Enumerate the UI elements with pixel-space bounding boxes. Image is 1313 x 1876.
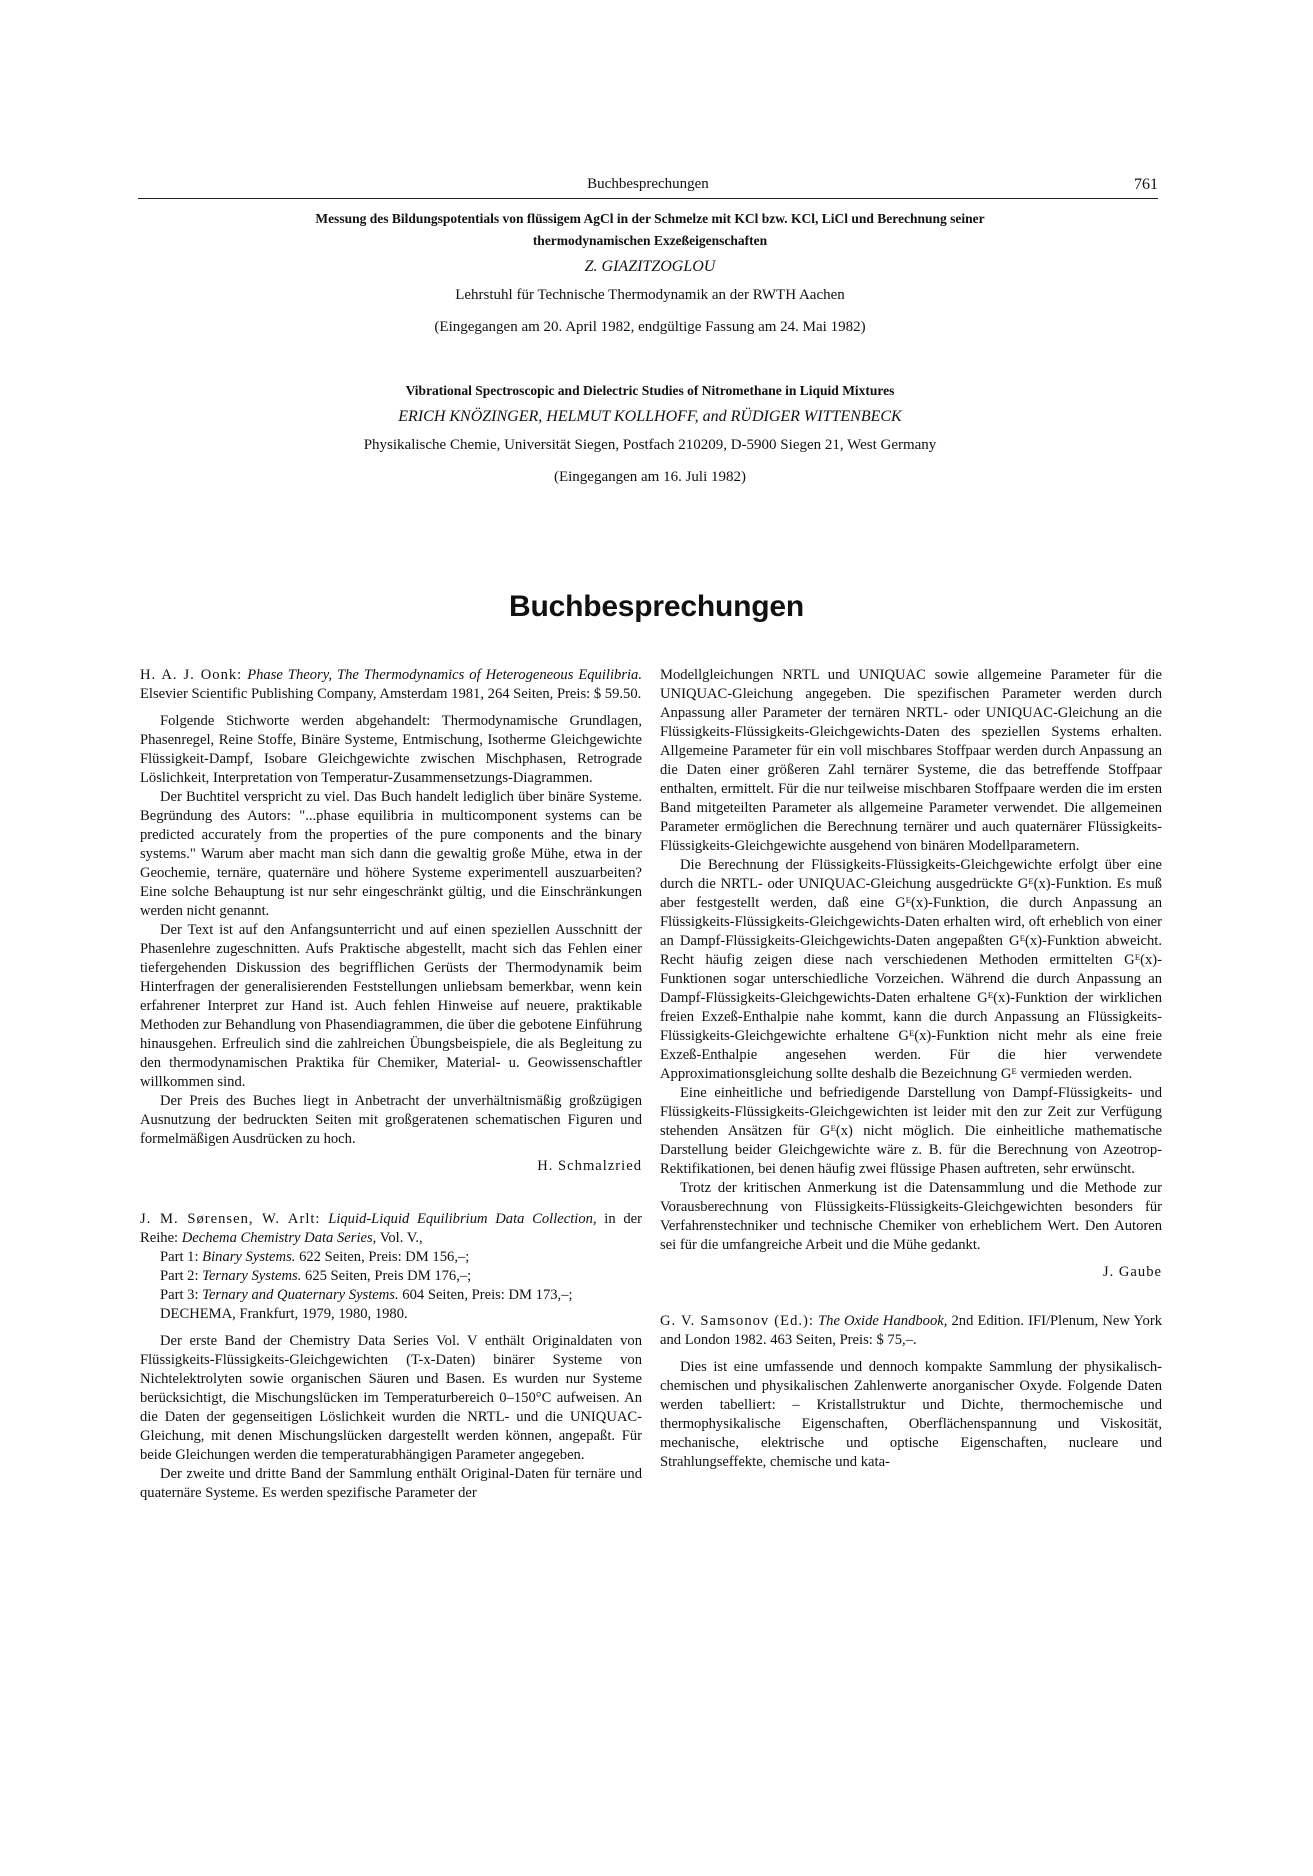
review-paragraph: Trotz der kritischen Anmerkung ist die Datensammlung und die Methode zur Vorausberechnung von Flüssigkeits-Flüssigkeits-Gleichgewichten besonders für Verfahrenstechniker und technische Chemiker von erheblichem Wert. Den Autoren sei für die umfangreiche Arbeit und die Mühe gedankt. <box>660 1180 1162 1253</box>
review-paragraph: Die Berechnung der Flüssigkeits-Flüssigkeits-Gleichgewichte erfolgt über eine durch die NRTL- oder UNIQUAC-Gleichung ausgedrückte Gᴱ(x)-Funktion. Es muß aber festgestellt werden, daß eine Gᴱ(x)-Funktion, die durch Anpassung an Flüssigkeits-Flüssigkeits-Gleichgewichts-Daten erhalten wird, oft erheblich von einer an Dampf-Flüssigkeits-Gleichgewichts-Daten angepaßten Gᴱ(x)-Funktion abweicht. Recht häufig zeigen diese nach verschiedenen Methoden ermittelten Gᴱ(x)-Funktionen sogar unterschiedliche Vorzeichen. Während die durch Anpassung an Dampf-Flüssigkeits-Gleichgewichts-Daten erhaltene Gᴱ(x)-Funktion der wirklichen freien Exzeß-Enthalpie nahe kommt, kann die durch Anpassung an Flüssigkeits-Flüssigkeits-Gleichgewichte erhaltene Gᴱ(x)-Funktion nicht mehr als eine freie Exzeß-Enthalpie angesehen werden. Für die hier verwendete Approximationsgleichung sollte deshalb die Bezeichnung Gᴱ vermieden werden. <box>660 857 1162 1082</box>
abstract-2 <box>160 380 1140 488</box>
part-info: 625 Seiten, Preis DM 176,–; <box>305 1268 472 1284</box>
part-title: Ternary Systems. <box>202 1268 302 1284</box>
review-author: H. A. J. Oonk: <box>140 667 243 683</box>
page-number: 761 <box>1134 176 1158 193</box>
part-title: Ternary and Quaternary Systems. <box>202 1287 399 1303</box>
volume-part <box>140 1286 642 1305</box>
part-info: 622 Seiten, Preis: DM 156,–; <box>299 1249 470 1265</box>
abstract-title: Messung des Bildungspotentials von flüssigem AgCl in der Schmelze mit KCl bzw. KCl, LiCl und Berechnung seiner <box>315 211 985 226</box>
review-reference <box>140 666 642 704</box>
abstract-affiliation: Lehrstuhl für Technische Thermodynamik an der RWTH Aachen <box>455 287 845 303</box>
series-title: Dechema Chemistry Data Series, <box>181 1230 377 1246</box>
review-paragraph: Der Buchtitel verspricht zu viel. Das Buch handelt lediglich über binäre Systeme. Begründung des Autors: "...phase equilibria in multicomponent systems can be predicted accurately from the properties of the pure components and the binary systems." Warum aber macht man sich dann die gewaltig große Mühe, etwa in der Geochemie, ternäre, quaternäre und höhere Systeme experimentell auszuarbeiten? Eine solche Behauptung ist nur sehr eingeschränkt gültig, und die Einschränkungen werden nicht genannt. <box>140 789 642 919</box>
volume-part <box>140 1267 642 1286</box>
volume-part <box>140 1248 642 1267</box>
abstract-title: Vibrational Spectroscopic and Dielectric Studies of Nitromethane in Liquid Mixtures <box>405 383 895 398</box>
review-author: J. M. Sørensen, W. Arlt: <box>140 1211 321 1227</box>
review-reference <box>660 1312 1162 1350</box>
series-prefix: in der Reihe: <box>140 1211 642 1246</box>
section-title: Buchbesprechungen <box>509 590 804 623</box>
part-label: Part 2: <box>160 1268 199 1284</box>
review-paragraph: Der Preis des Buches liegt in Anbetracht der unverhältnismäßig großzügigen Ausnutzung der bedruckten Seiten mit großgeratenen schematischen Figuren und formelmäßigen Ausdrücken zu hoch. <box>140 1093 642 1147</box>
review-paragraph: Der Text ist auf den Anfangsunterricht und auf einen speziellen Ausschnitt der Phasenlehre zugeschnitten. Aufs Praktische abgestellt, macht sich das Fehlen einer tiefergehenden Diskussion des begrifflichen Gerüsts der Thermodynamik beim Hinterfragen der generalisierenden Feststellungen unliebsam bemerkbar, wenn kein erfahrener Interpret zur Hand ist. Auch fehlen Hinweise auf neuere, praktikable Methoden zur Behandlung von Phasendiagrammen, die über die gebotene Einführung hinausgehen. Erfreulich sind die zahlreichen Übungsbeispiele, die als Begleitung zu den thermodynamischen Praktika für Chemiker, Material- u. Geowissenschaftler willkommen sind. <box>140 922 642 1090</box>
publication-info: Elsevier Scientific Publishing Company, Amsterdam 1981, 264 Seiten, Preis: $ 59.50. <box>140 686 642 702</box>
review-paragraph: Der zweite und dritte Band der Sammlung enthält Original-Daten für ternäre und quaternäre Systeme. Es werden spezifische Parameter der <box>140 1466 642 1501</box>
abstract-received-date: (Eingegangen am 20. April 1982, endgültige Fassung am 24. Mai 1982) <box>434 319 866 335</box>
publisher-info: DECHEMA, Frankfurt, 1979, 1980, 1980. <box>160 1306 408 1322</box>
right-column <box>660 666 1162 1472</box>
volume-parts <box>140 1248 642 1305</box>
abstract-authors: Z. GIAZITZOGLOU <box>584 258 716 275</box>
abstract-authors: ERICH KNÖZINGER, HELMUT KOLLHOFF, and RÜDIGER WITTENBECK <box>398 408 902 425</box>
review-paragraph: Eine einheitliche und befriedigende Darstellung von Dampf-Flüssigkeits- und Flüssigkeits-Flüssigkeits-Gleichgewichten ist leider mit den zur Zeit zur Verfügung stehenden Ansätzen für Gᴱ(x) nicht möglich. Die einheitliche mathematische Darstellung beider Gleichgewichte wäre z. B. für die Berechnung von Azeotrop-Rektifikationen, bei denen häufig zwei flüssige Phasen auftreten, sehr erwünscht. <box>660 1085 1162 1177</box>
left-column <box>140 666 642 1503</box>
publication-info: 2nd Edition. IFI/Plenum, New York and London 1982. 463 Seiten, Preis: $ 75,–. <box>660 1313 1163 1348</box>
part-info: 604 Seiten, Preis: DM 173,–; <box>402 1287 573 1303</box>
abstract-title-cont: thermodynamischen Exzeßeigenschaften <box>532 233 768 248</box>
abstract-received-date: (Eingegangen am 16. Juli 1982) <box>553 469 747 485</box>
part-label: Part 3: <box>160 1287 199 1303</box>
review-paragraph: Der erste Band der Chemistry Data Series Vol. V enthält Originaldaten von Flüssigkeits-Flüssigkeits-Gleichgewichten (T-x-Daten) binärer Systeme von Nichtelektrolyten sowie organischen Säuren und Basen. Es wurden nur Systeme berücksichtigt, die Mischungslücken im Temperaturbereich 0–150°C aufweisen. An die Daten der gegenseitigen Löslichkeit wurden die NRTL- und die UNIQUAC-Gleichung, mit denen Mischungslücken dargestellt werden können, angepaßt. Für beide Gleichungen werden die temperaturabhängigen Parameter angegeben. <box>140 1333 642 1463</box>
reviewer-signature: J. Gaube <box>1102 1264 1162 1280</box>
running-head <box>138 176 1158 199</box>
book-title: The Oxide Handbook, <box>818 1313 948 1329</box>
abstract-1 <box>160 208 1140 338</box>
reviewer-signature: H. Schmalzried <box>537 1158 642 1174</box>
book-title: Liquid-Liquid Equilibrium Data Collection, <box>328 1211 597 1227</box>
review-paragraph: Folgende Stichworte werden abgehandelt: Thermodynamische Grundlagen, Phasenregel, Reine Stoffe, Binäre Systeme, Entmischung, Isotherme Gleichgewichte Flüssigkeit-Dampf, Isobare Gleichgewichte zwischen Mischphasen, Retrograde Löslichkeit, Interpretation von Temperatur-Zusammensetzungs-Diagrammen. <box>140 713 642 786</box>
running-head-title: Buchbesprechungen <box>587 176 709 192</box>
series-volume: Vol. V., <box>379 1230 423 1246</box>
book-title: Phase Theory, The Thermodynamics of Heterogeneous Equilibria. <box>247 667 642 683</box>
part-label: Part 1: <box>160 1249 199 1265</box>
review-paragraph: Dies ist eine umfassende und dennoch kompakte Sammlung der physikalisch-chemischen und physikalischen Zahlenwerte anorganischer Oxyde. Folgende Daten werden tabelliert: – Kristallstruktur und Dichte, thermochemische und thermophysikalische Eigenschaften, Oberflächenspannung und Viskosität, mechanische, elektrische und optische Eigenschaften, nucleare und Strahlungseffekte, chemische und kata- <box>660 1359 1162 1470</box>
part-title: Binary Systems. <box>202 1249 296 1265</box>
abstract-affiliation: Physikalische Chemie, Universität Siegen, Postfach 210209, D-5900 Siegen 21, West Germany <box>363 437 937 453</box>
review-reference <box>140 1210 642 1248</box>
review-author: G. V. Samsonov (Ed.): <box>660 1313 814 1329</box>
review-paragraph-continued: Modellgleichungen NRTL und UNIQUAC sowie allgemeine Parameter für die UNIQUAC-Gleichung angegeben. Die spezifischen Parameter werden durch Anpassung aller Parameter der ternären NRTL- oder UNIQUAC-Gleichung an die Flüssigkeits-Flüssigkeits-Gleichgewichts-Daten des speziellen Systems erhalten. Allgemeine Parameter für ein voll mischbares Stoffpaar werden durch Anpassung an die Daten einer größeren Zahl ternärer Systeme, die das betreffende Stoffpaar enthalten, ermittelt. Für die nur teilweise mischbaren Stoffpaare werden die im ersten Band mitgeteilten Parameter als allgemeine Parameter verwendet. Die allgemeinen Parameter ermöglichen die Berechnung ternärer und auch quaternärer Flüssigkeits-Flüssigkeits-Gleichgewichte ausgehend von binären Modellparametern. <box>660 667 1162 854</box>
